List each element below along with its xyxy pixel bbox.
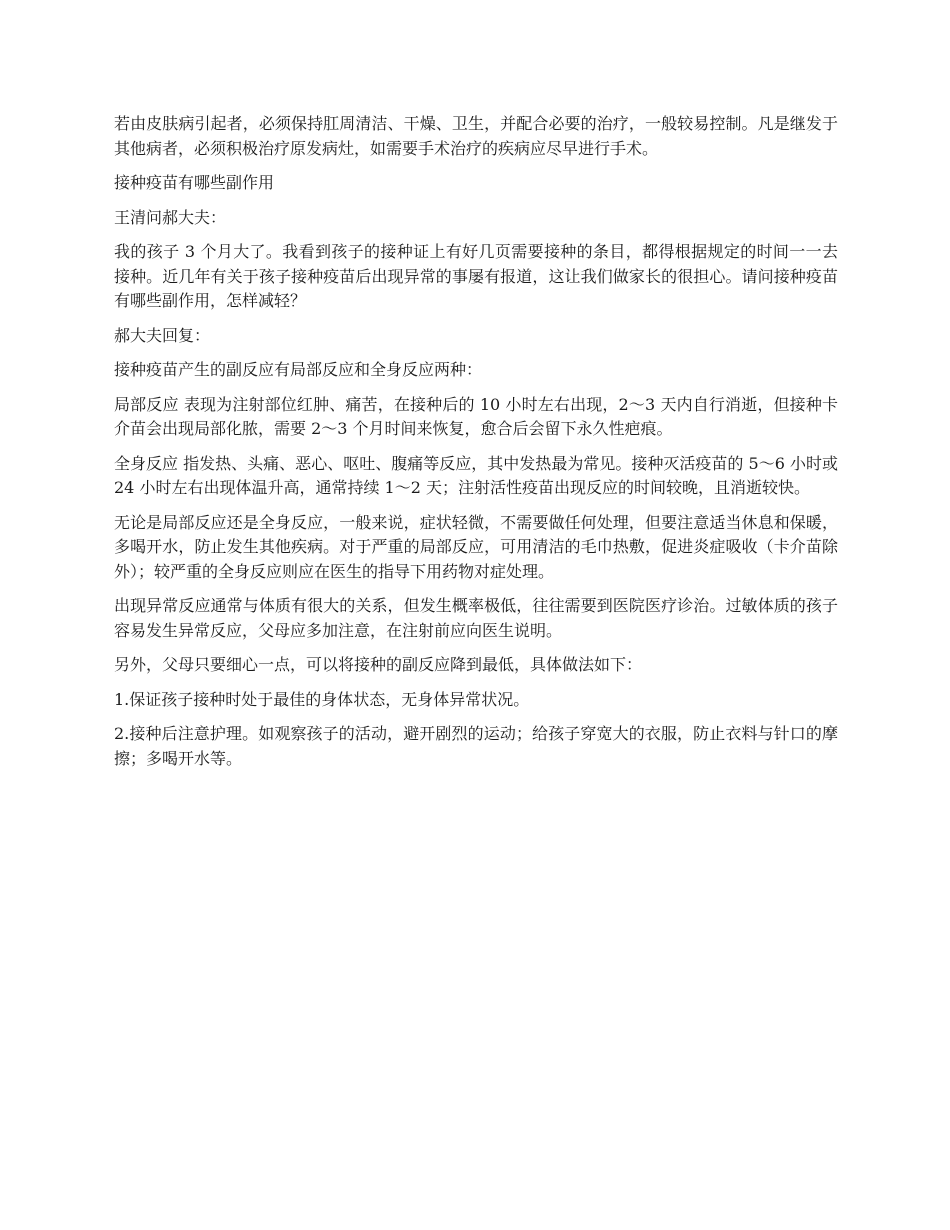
paragraph-tips-intro: 另外，父母只要细心一点，可以将接种的副反应降到最低，具体做法如下： <box>114 655 643 674</box>
answer-salutation: 郝大夫回复： <box>114 325 211 345</box>
list-item-2: 2.接种后注意护理。如观察孩子的活动，避开剧烈的运动；给孩子穿宽大的衣服，防止衣料与针口的摩擦；多喝开水等。 <box>114 724 838 768</box>
section-heading-vaccine-side-effects: 接种疫苗有哪些副作用 <box>114 173 275 192</box>
paragraph-treatment: 无论是局部反应还是全身反应，一般来说，症状轻微，不需要做任何处理，但要注意适当休息和保暖，多喝开水，防止发生其他疾病。对于严重的局部反应，可用清洁的毛巾热敷，促进炎症吸收（卡介苗除外）；较严重的全身反应则应在医生的指导下用药物对症处理。 <box>114 512 838 581</box>
paragraph-skin-disease: 若由皮肤病引起者，必须保持肛周清洁、干燥、卫生，并配合必要的治疗，一般较易控制。凡是继发于其他病者，必须积极治疗原发病灶，如需要手术治疗的疾病应尽早进行手术。 <box>114 114 838 158</box>
paragraph-abnormal-reaction: 出现异常反应通常与体质有很大的关系，但发生概率极低，往往需要到医院医疗诊治。过敏体质的孩子容易发生异常反应，父母应多加注意，在注射前应向医生说明。 <box>114 596 838 640</box>
paragraph-local-reaction: 局部反应 表现为注射部位红肿、痛苦，在接种后的 10 小时左右出现，2～3 天内自行消逝，但接种卡介苗会出现局部化脓，需要 2～3 个月时间来恢复，愈合后会留下永久性疤痕。 <box>114 394 838 438</box>
answer-intro: 接种疫苗产生的副反应有局部反应和全身反应两种： <box>114 360 483 379</box>
document-body <box>114 112 838 781</box>
list-item-1: 1.保证孩子接种时处于最佳的身体状态，无身体异常状况。 <box>114 689 530 709</box>
paragraph-systemic-reaction: 全身反应 指发热、头痛、恶心、呕吐、腹痛等反应，其中发热最为常见。接种灭活疫苗的 5～6 小时或 24 小时左右出现体温升高，通常持续 1～2 天；注射活性疫苗出现反应的时间较晚，且消逝较快。 <box>114 453 838 497</box>
question-salutation: 王清问郝大夫： <box>114 207 227 227</box>
question-body: 我的孩子 3 个月大了。我看到孩子的接种证上有好几页需要接种的条目，都得根据规定的时间一一去接种。近几年有关于孩子接种疫苗后出现异常的事屡有报道，这让我们做家长的很担心。请问接种疫苗有哪些副作用，怎样减轻？ <box>114 242 838 310</box>
